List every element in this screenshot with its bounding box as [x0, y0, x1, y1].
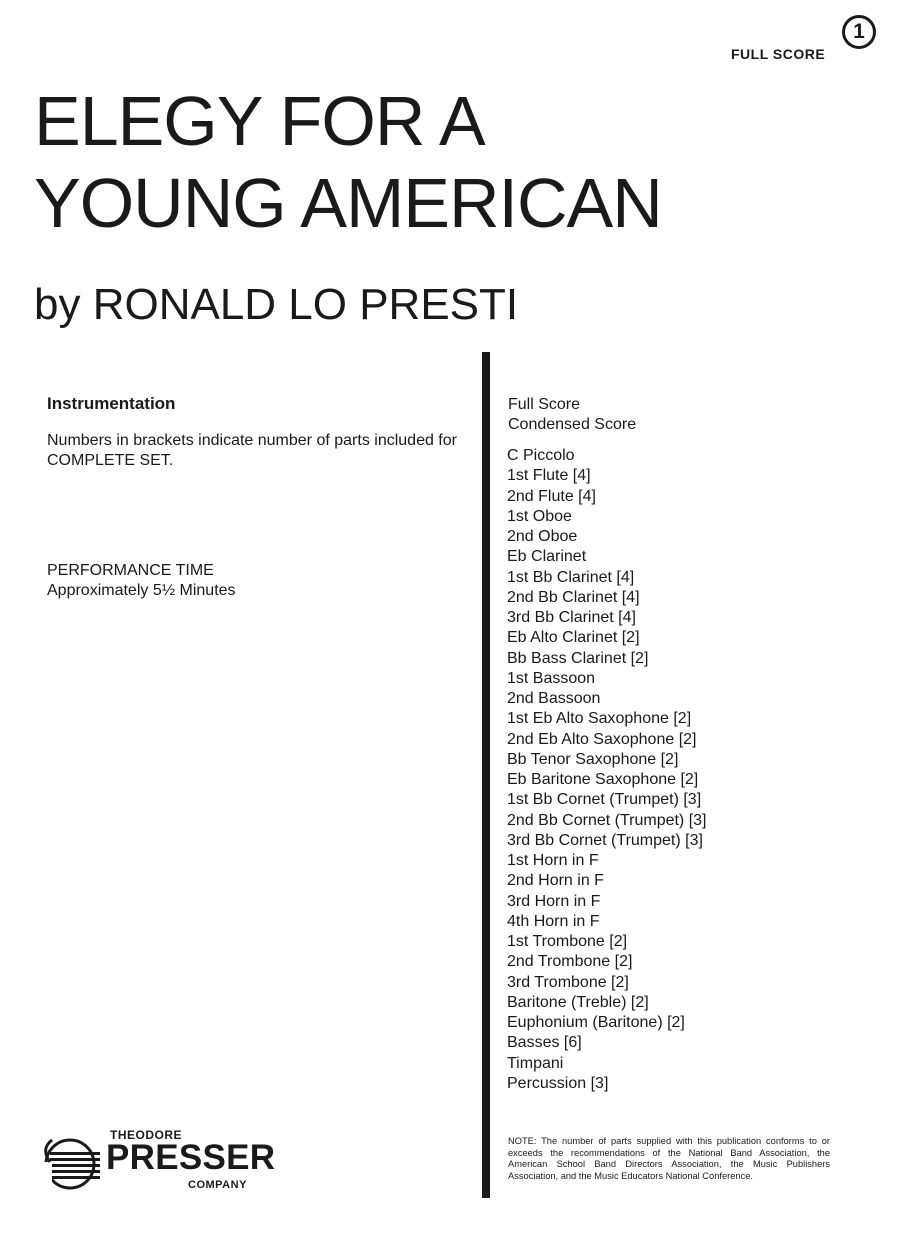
part-item: Timpani — [507, 1054, 564, 1072]
part-item: 1st Bassoon — [507, 669, 596, 687]
page-number: 1 — [853, 20, 865, 43]
part-item: 1st Oboe — [507, 507, 572, 525]
part-item: 3rd Trombone [2] — [507, 973, 629, 991]
part-item: Basses [6] — [507, 1034, 582, 1052]
part-item: Bb Tenor Saxophone [2] — [507, 750, 679, 768]
part-item: 2nd Horn in F — [507, 872, 604, 890]
part-item: 1st Bb Cornet (Trumpet) [3] — [507, 791, 702, 809]
part-item: 3rd Horn in F — [507, 892, 601, 910]
part-item: 2nd Bassoon — [507, 690, 601, 707]
presser-emblem-icon — [40, 1132, 104, 1192]
parts-list — [507, 446, 707, 1094]
performance-time-label: PERFORMANCE TIME — [47, 562, 214, 579]
part-item: Baritone (Treble) [2] — [507, 993, 649, 1011]
part-item: Eb Clarinet — [507, 548, 587, 566]
instrumentation-heading: Instrumentation — [47, 394, 176, 413]
publisher-name-top: THEODORE — [110, 1128, 183, 1142]
part-item: 2nd Eb Alto Saxophone [2] — [507, 730, 697, 748]
part-item: C Piccolo — [507, 447, 575, 464]
part-item: 2nd Flute [4] — [507, 487, 596, 505]
publisher-name-bottom: COMPANY — [188, 1179, 247, 1191]
part-item: 1st Trombone [2] — [507, 933, 628, 950]
part-item: Eb Alto Clarinet [2] — [507, 629, 640, 647]
composer: by RONALD LO PRESTI — [34, 280, 519, 329]
part-item: 2nd Bb Clarinet [4] — [507, 588, 640, 606]
part-item: 2nd Trombone [2] — [507, 953, 633, 971]
score-list — [508, 395, 636, 436]
footnote: NOTE: The number of parts supplied with this publication conforms to or exceeds the recommendations of the National Band Association, the American School Band Directors Association, the Music Publishers Association, and the Music Educators National Conference. — [508, 1136, 830, 1181]
part-item: 3rd Bb Cornet (Trumpet) [3] — [507, 831, 703, 849]
part-item: Euphonium (Baritone) [2] — [507, 1014, 685, 1031]
part-item: 4th Horn in F — [507, 912, 600, 930]
part-item: Bb Bass Clarinet [2] — [507, 649, 649, 667]
performance-time-value: Approximately 5½ Minutes — [47, 582, 236, 599]
publisher-name-main: PRESSER — [106, 1138, 276, 1177]
part-item: 3rd Bb Clarinet [4] — [507, 609, 636, 626]
page-number-badge — [842, 15, 876, 49]
part-item: 1st Eb Alto Saxophone [2] — [507, 710, 692, 728]
part-item: 1st Horn in F — [507, 852, 599, 869]
title-line-2: YOUNG AMERICAN — [34, 164, 662, 242]
part-item: 1st Bb Clarinet [4] — [507, 568, 635, 586]
instrumentation-note: Numbers in brackets indicate number of parts included for COMPLETE SET. — [47, 432, 457, 469]
part-item: Eb Baritone Saxophone [2] — [507, 771, 699, 788]
title-line-1: ELEGY FOR A — [34, 82, 485, 160]
publisher-logo — [40, 1126, 276, 1196]
score-item: Condensed Score — [508, 416, 637, 434]
score-label: FULL SCORE — [731, 46, 826, 62]
part-item: 2nd Oboe — [507, 528, 578, 545]
part-item: 1st Flute [4] — [507, 467, 591, 485]
part-item: 2nd Bb Cornet (Trumpet) [3] — [507, 811, 707, 829]
score-item: Full Score — [508, 396, 581, 413]
vertical-divider — [482, 352, 490, 1198]
part-item: Percussion [3] — [507, 1074, 609, 1092]
